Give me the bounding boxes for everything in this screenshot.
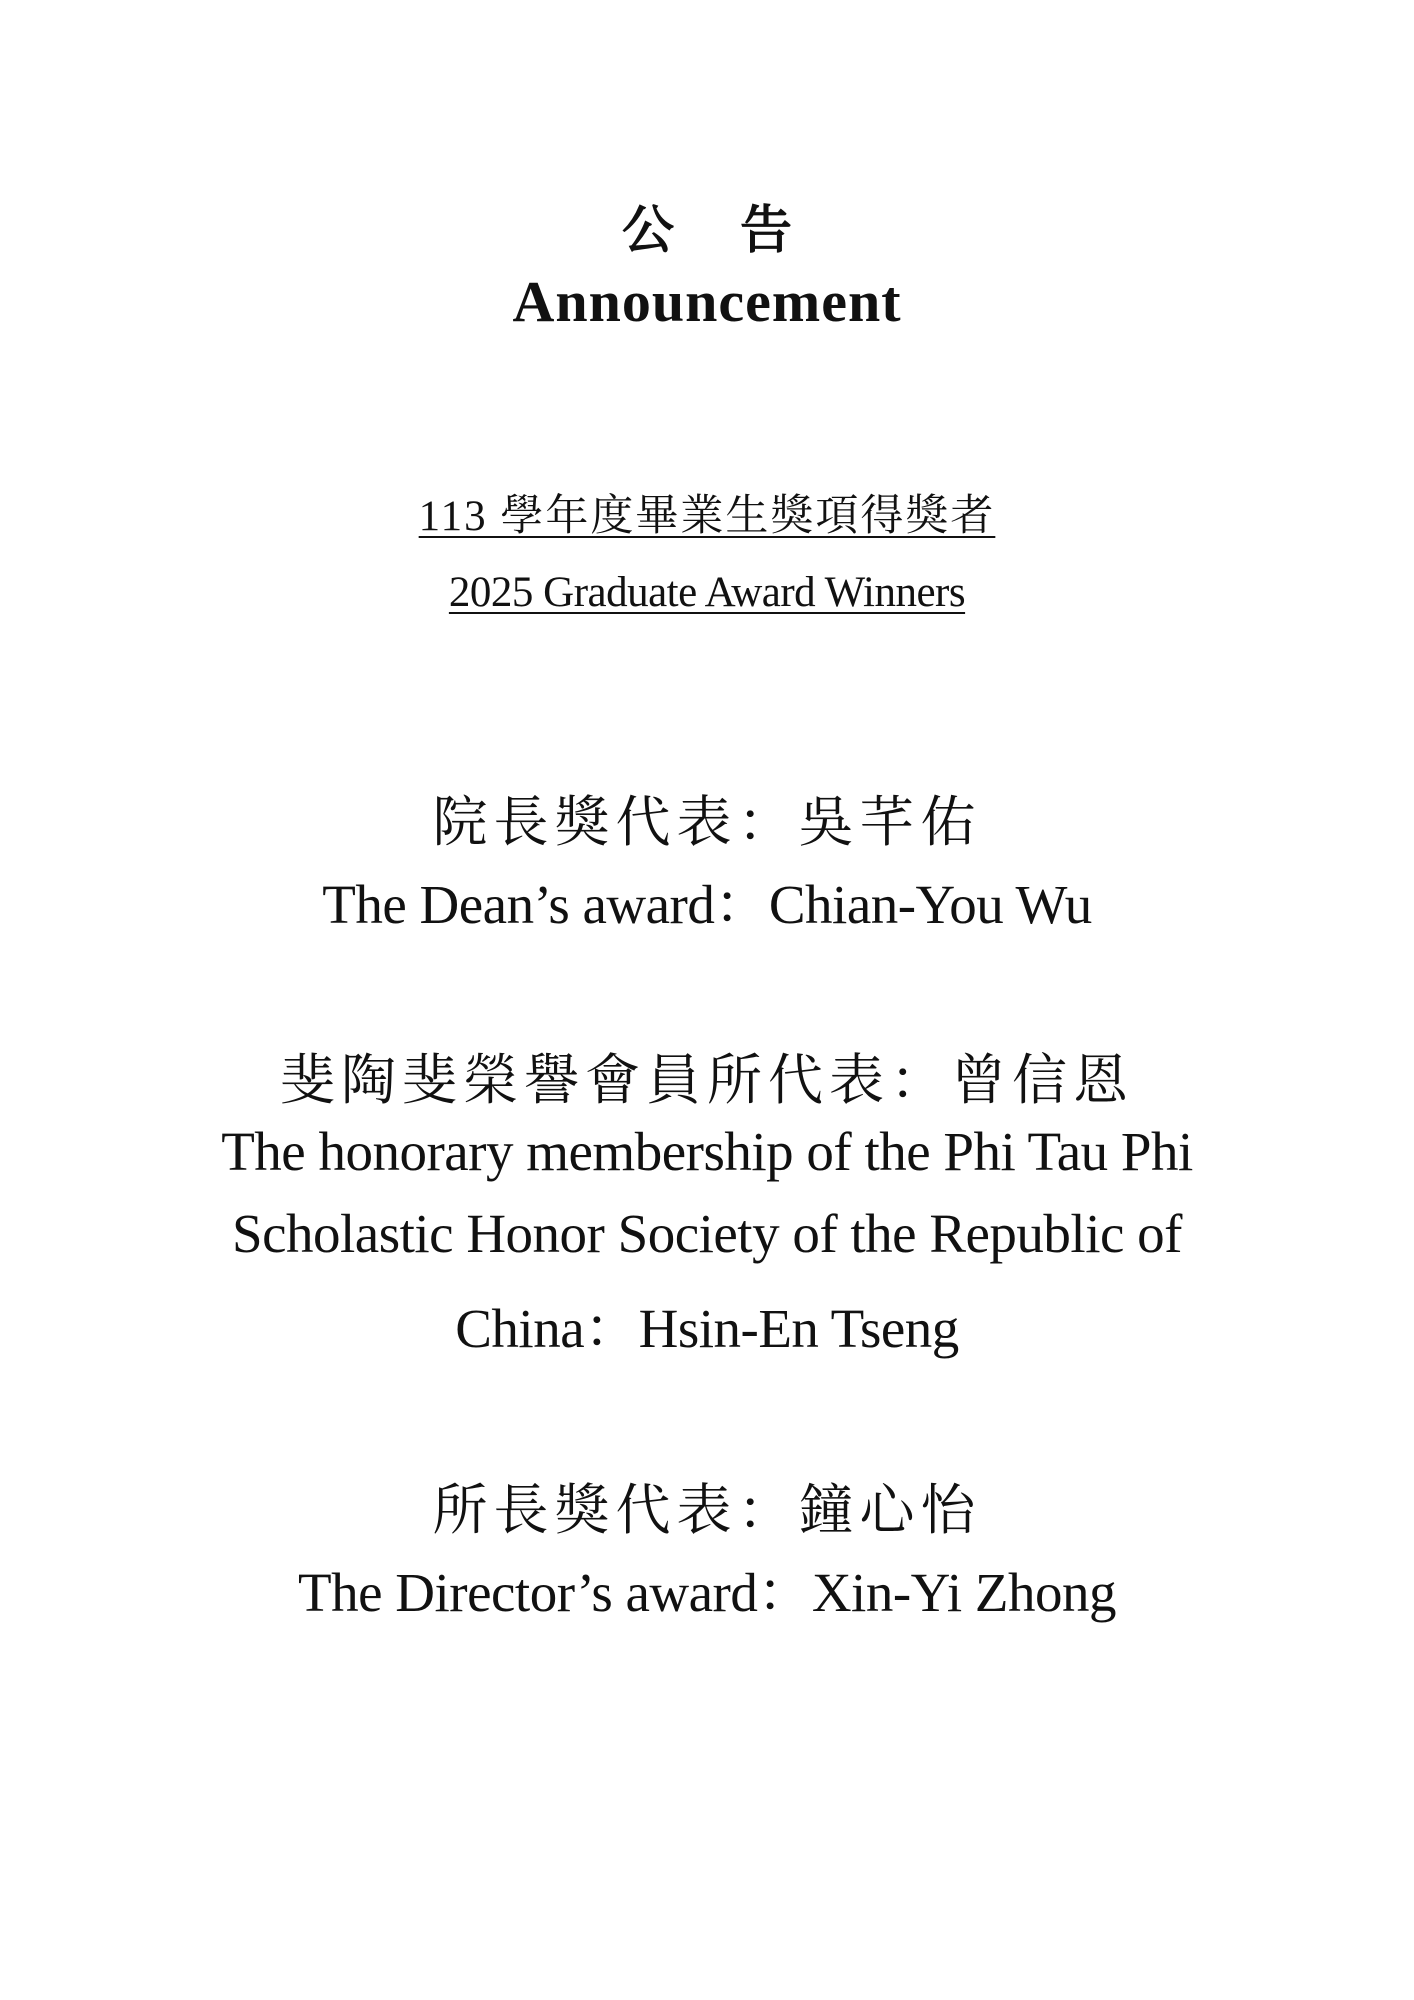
phi-tau-phi-award-english-line-3: China：Hsin-En Tseng [455,1298,959,1359]
director-award-chinese: 所長獎代表：鐘心怡 [432,1480,982,1541]
dean-award-english: The Dean’s award：Chian-You Wu [322,874,1092,935]
page-title-chinese: 公告 [621,203,858,260]
phi-tau-phi-award-english-line-2: Scholastic Honor Society of the Republic of [232,1203,1182,1264]
subtitle-chinese: 113 學年度畢業生獎項得獎者 [418,493,996,540]
phi-tau-phi-award-english-line-1: The honorary membership of the Phi Tau Phi [221,1121,1193,1182]
subtitle-english: 2025 Graduate Award Winners [448,569,966,616]
phi-tau-phi-award-chinese: 斐陶斐榮譽會員所代表：曾信恩 [279,1050,1134,1111]
page-title-english: Announcement [512,269,902,334]
dean-award-chinese: 院長獎代表：吳芊佑 [432,792,982,853]
director-award-english: The Director’s award：Xin-Yi Zhong [298,1562,1116,1623]
